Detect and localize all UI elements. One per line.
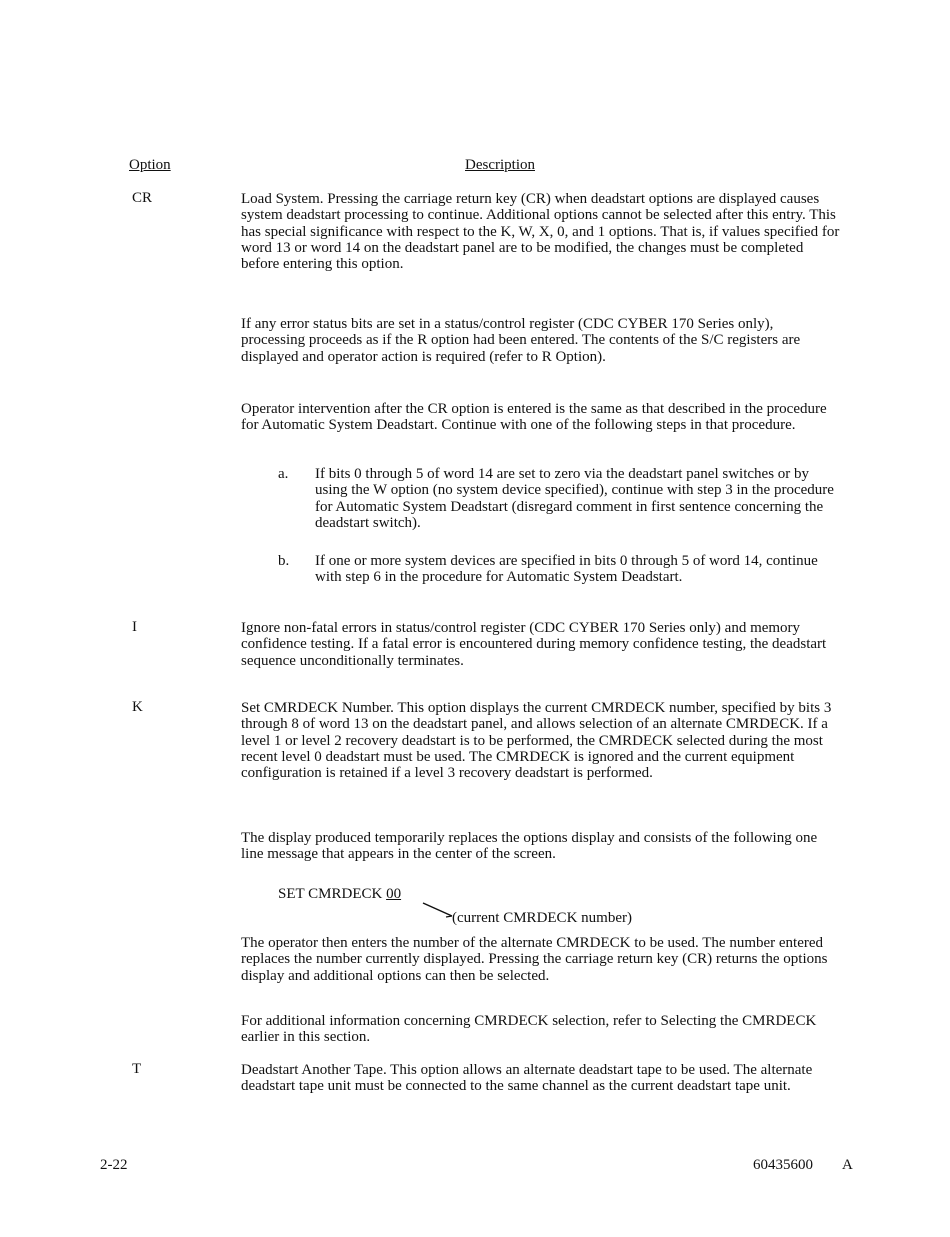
- k-paragraph-1: Set CMRDECK Number. This option displays the current CMRDECK number, specified by bits 3 through 8 of word 13 on the deadstart panel, and allows selection of an alternate CMRDECK. If a level 1 or level 2 recovery deadstart is to be performed, the CMRDECK selected during the most recent level 0 deadstart must be used. The CMRDECK is ignored and the current equipment configuration is retained if a level 3 recovery deadstart is performed.: [241, 700, 832, 782]
- cmrdeck-message-text: SET CMRDECK: [278, 886, 383, 902]
- cmrdeck-message-note: (current CMRDECK number): [452, 910, 632, 926]
- option-code-cr: CR: [132, 190, 153, 206]
- i-paragraph-1: Ignore non-fatal errors in status/control register (CDC CYBER 170 Series only) and memory confidence testing. If a fatal error is encountered during memory confidence testing, the deadstart sequence unconditionally terminates.: [241, 620, 827, 669]
- k-paragraph-4: For additional information concerning CMRDECK selection, refer to Selecting the CMRDECK earlier in this section.: [241, 1013, 817, 1046]
- step-a-text: If bits 0 through 5 of word 14 are set to zero via the deadstart panel switches or by using the W option (no system device specified), continue with step 3 in the procedure for Automatic System Deadstart (disregard comment in first sentence concerning the deadstart switch).: [315, 466, 834, 531]
- page-number: 2-22: [100, 1157, 128, 1173]
- cr-paragraph-2: If any error status bits are set in a status/control register (CDC CYBER 170 Series only), processing proceeds as if the R option had been entered. The contents of the S/C registers are displayed and operator action is required (refer to R Option).: [241, 316, 801, 365]
- step-a-label: a.: [278, 466, 289, 482]
- step-b-label: b.: [278, 553, 290, 569]
- k-paragraph-3: The operator then enters the number of the alternate CMRDECK to be used. The number entered replaces the number currently displayed. Pressing the carriage return key (CR) returns the options display and additional options can then be selected.: [241, 935, 828, 984]
- option-column-header: Option: [129, 157, 171, 173]
- cr-paragraph-3: Operator intervention after the CR option is entered is the same as that described in the procedure for Automatic System Deadstart. Continue with one of the following steps in that procedure.: [241, 401, 827, 434]
- cmrdeck-message: [278, 886, 401, 903]
- option-code-t: T: [132, 1061, 142, 1077]
- option-code-i: I: [132, 619, 137, 635]
- t-paragraph-1: Deadstart Another Tape. This option allows an alternate deadstart tape to be used. The alternate deadstart tape unit must be connected to the same channel as the current deadstart tape unit.: [241, 1062, 813, 1095]
- cr-paragraph-1: Load System. Pressing the carriage return key (CR) when deadstart options are displayed causes system deadstart processing to continue. Additional options cannot be selected after this entry. This has special significance with respect to the K, W, X, 0, and 1 options. That is, if values specified for word 13 or word 14 on the deadstart panel are to be modified, the changes must be completed before entering this option.: [241, 191, 840, 273]
- cmrdeck-message-value: 00: [386, 886, 402, 902]
- step-b-text: If one or more system devices are specified in bits 0 through 5 of word 14, continue with step 6 in the procedure for Automatic System Deadstart.: [315, 553, 818, 586]
- description-column-header: Description: [465, 157, 535, 173]
- revision-letter: A: [842, 1157, 853, 1173]
- document-number: 60435600: [753, 1157, 813, 1173]
- option-code-k: K: [132, 699, 143, 715]
- k-paragraph-2: The display produced temporarily replaces the options display and consists of the following one line message that appears in the center of the screen.: [241, 830, 818, 863]
